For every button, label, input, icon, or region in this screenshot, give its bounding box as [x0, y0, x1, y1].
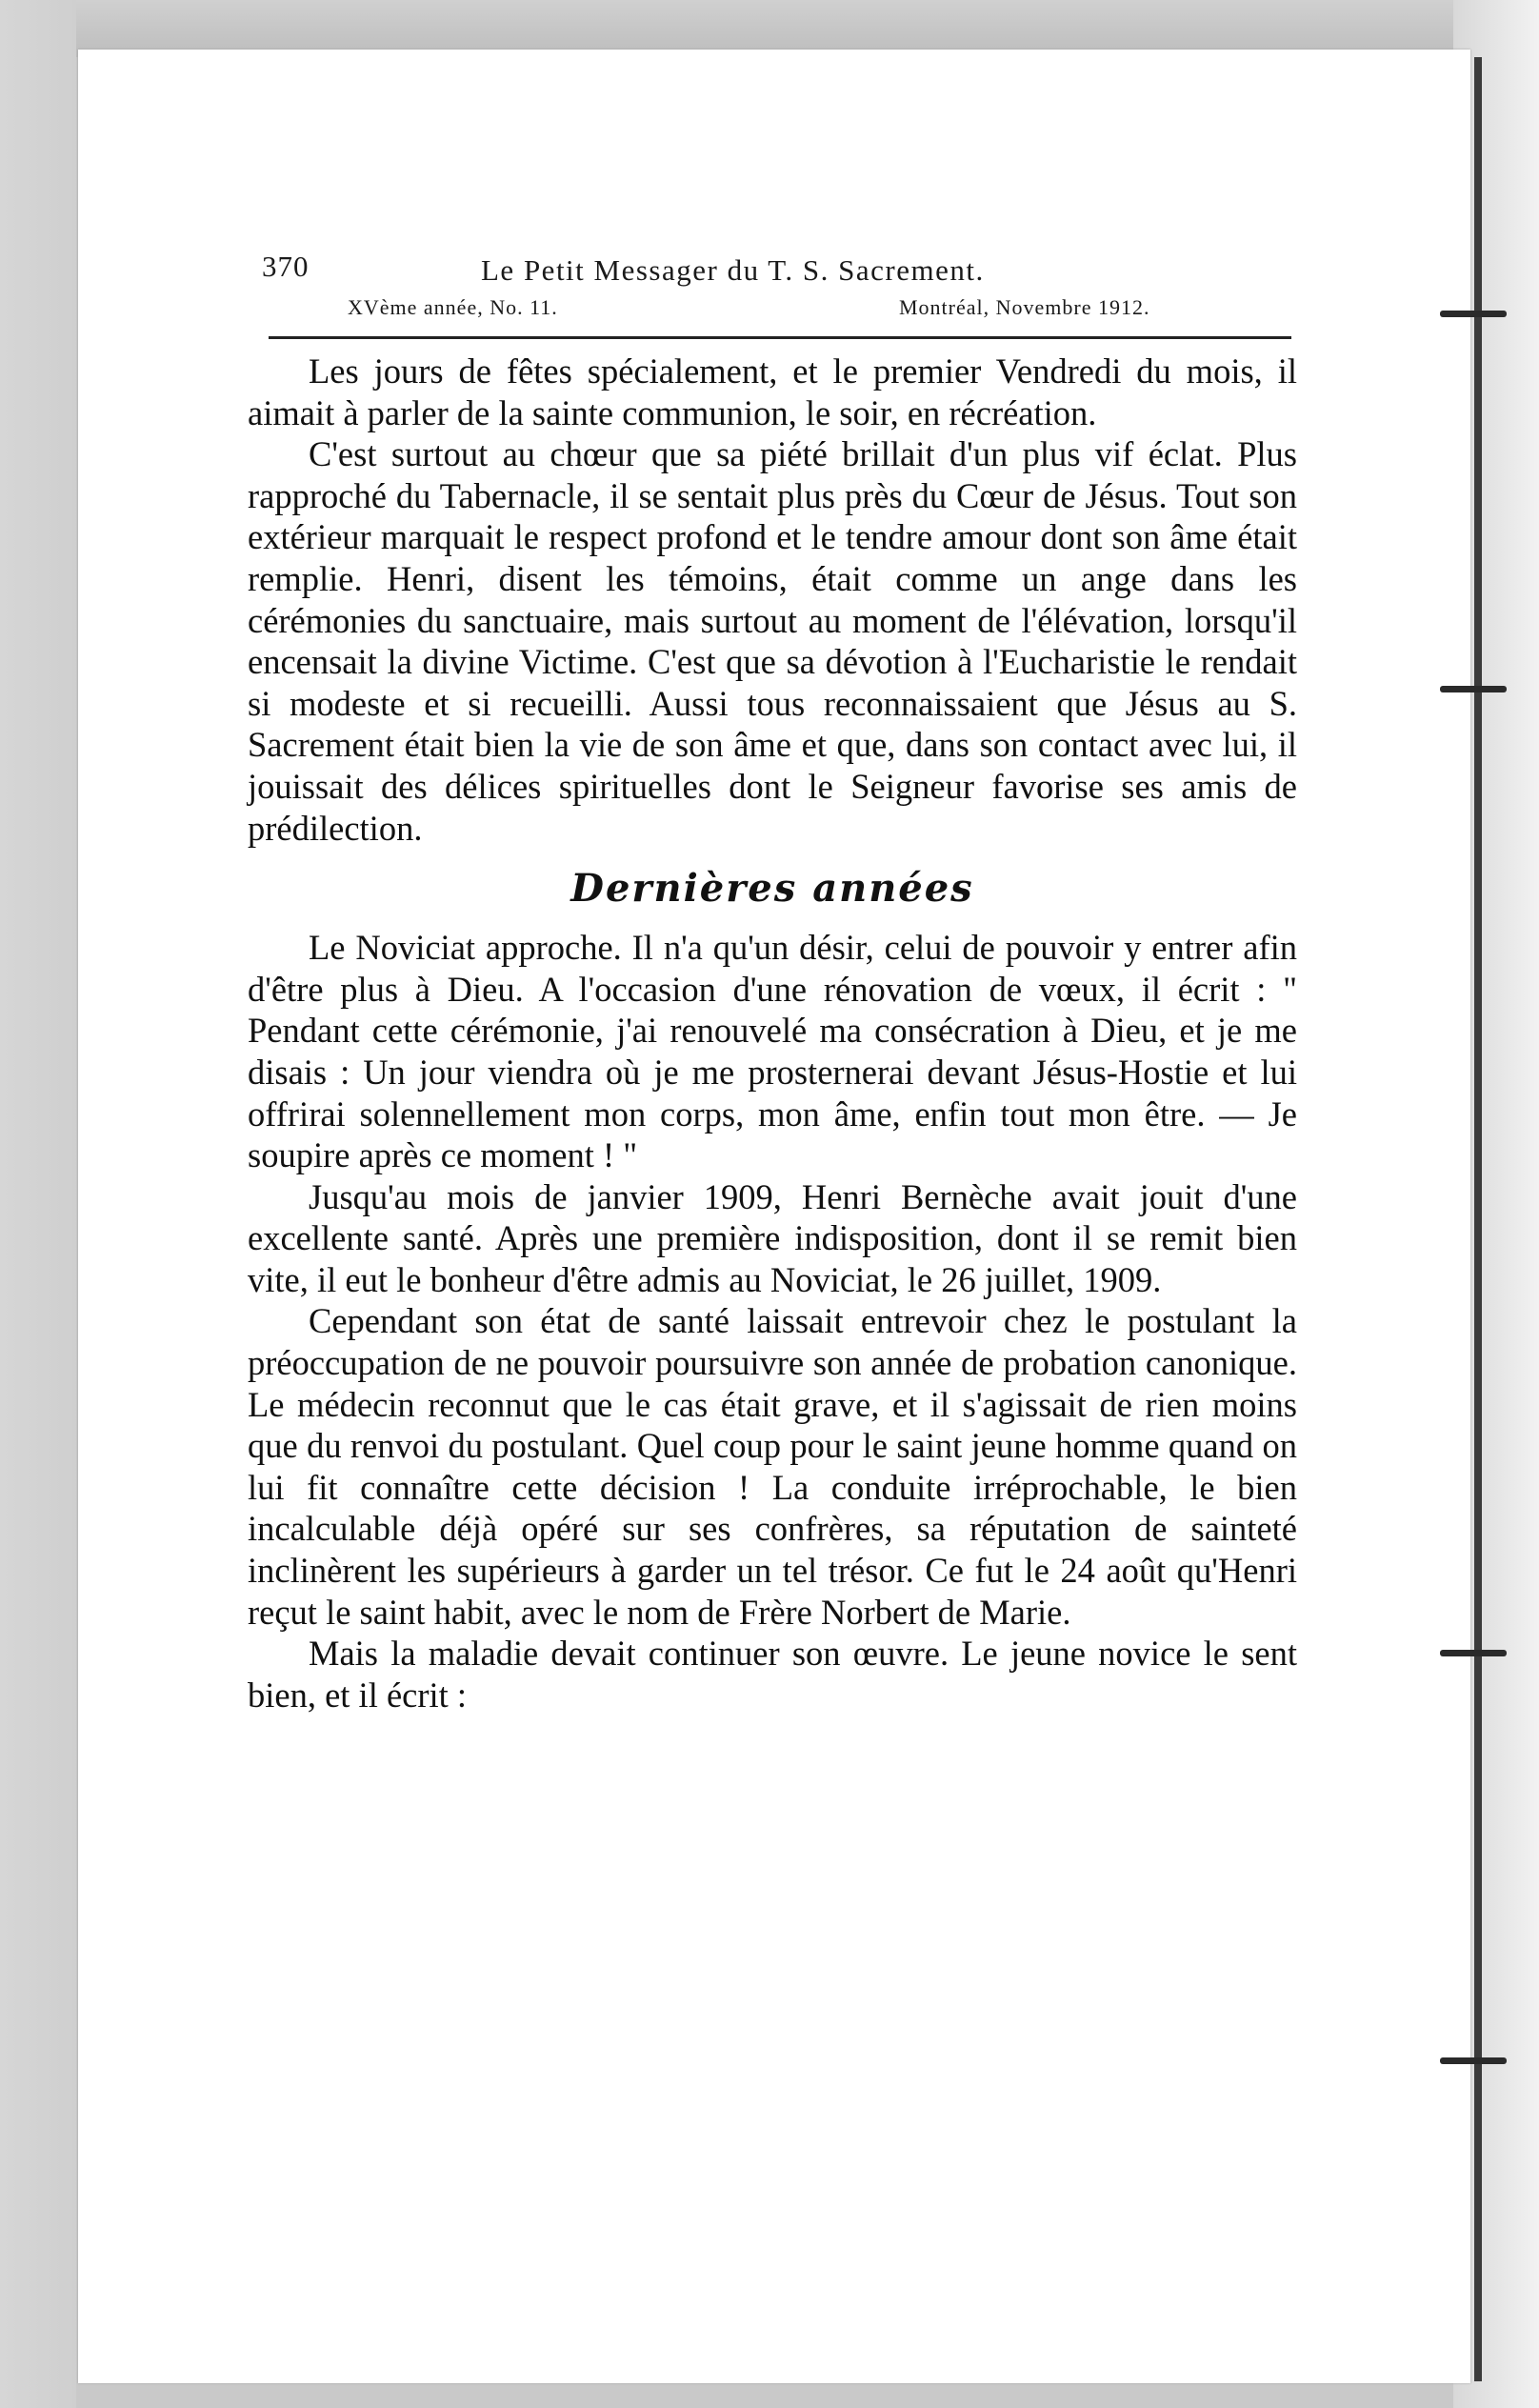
- paragraph: Jusqu'au mois de janvier 1909, Henri Bernèche avait jouit d'une excellente santé. Après une première indisposition, dont il se remit bien vite, il eut le bonheur d'être admis au Noviciat, le 26 juillet, 1909.: [248, 1176, 1297, 1299]
- journal-title: Le Petit Messager du T. S. Sacrement.: [481, 253, 985, 287]
- scan-background-left: [0, 0, 76, 2408]
- binding-tab: [1440, 686, 1507, 692]
- issue-info: XVème année, No. 11.: [348, 295, 558, 319]
- issue-date: Montréal, Novembre 1912.: [899, 295, 1150, 319]
- scan-background-top: [0, 0, 1539, 57]
- binding-tab: [1440, 2057, 1507, 2064]
- binding-tab: [1440, 1650, 1507, 1656]
- section-heading: Dernières années: [570, 866, 974, 912]
- page-number: 370: [262, 250, 310, 283]
- binding-tab: [1440, 311, 1507, 317]
- header-rule: [269, 336, 1291, 339]
- paragraph: C'est surtout au chœur que sa piété brillait d'un plus vif éclat. Plus rapproché du Tabernacle, il se sentait plus près du Cœur de Jésus. Tout son extérieur marquait le respect profond et le tendre amour dont son âme était remplie. Henri, disent les témoins, était comme un ange dans les cérémonies du sanctuaire, mais surtout au moment de l'élévation, lorsqu'il encensait la divine Victime. C'est que sa dévotion à l'Eucharistie le rendait si modeste et si recueilli. Aussi tous reconnaissaient que Jésus au S. Sacrement était bien la vie de son âme et que, dans son contact avec lui, il jouissait des délices spirituelles dont le Seigneur favorise ses amis de prédilection.: [248, 434, 1297, 848]
- paragraph: Mais la maladie devait continuer son œuvre. Le jeune novice le sent bien, et il écrit :: [248, 1634, 1297, 1715]
- paragraph: Le Noviciat approche. Il n'a qu'un désir, celui de pouvoir y entrer afin d'être plus à Dieu. A l'occasion d'une rénovation de vœux, il écrit : " Pendant cette cérémonie, j'ai renouvelé ma consécration à Dieu, et je me disais : Un jour viendra où je me prosternerai devant Jésus-Hostie et lui offrirai solennellement mon corps, mon âme, enfin tout mon être. — Je soupire après ce moment ! ": [248, 928, 1297, 1175]
- paragraph: Les jours de fêtes spécialement, et le premier Vendredi du mois, il aimait à parler de la sainte communion, le soir, en récréation.: [248, 351, 1297, 432]
- running-header: [248, 250, 1295, 330]
- binding-edge: [1474, 57, 1482, 2381]
- article-body: [248, 351, 1297, 1716]
- paragraph: Cependant son état de santé laissait entrevoir chez le postulant la préoccupation de ne pouvoir poursuivre son année de probation canonique. Le médecin reconnut que le cas était grave, et il s'agissait de rien moins que du renvoi du postulant. Quel coup pour le saint jeune homme quand on lui fit connaître cette décision ! La conduite irréprochable, le bien incalculable déjà opéré sur ses confrères, sa réputation de sainteté inclinèrent les supérieurs à garder un tel trésor. Ce fut le 24 août qu'Henri reçut le saint habit, avec le nom de Frère Norbert de Marie.: [248, 1301, 1297, 1632]
